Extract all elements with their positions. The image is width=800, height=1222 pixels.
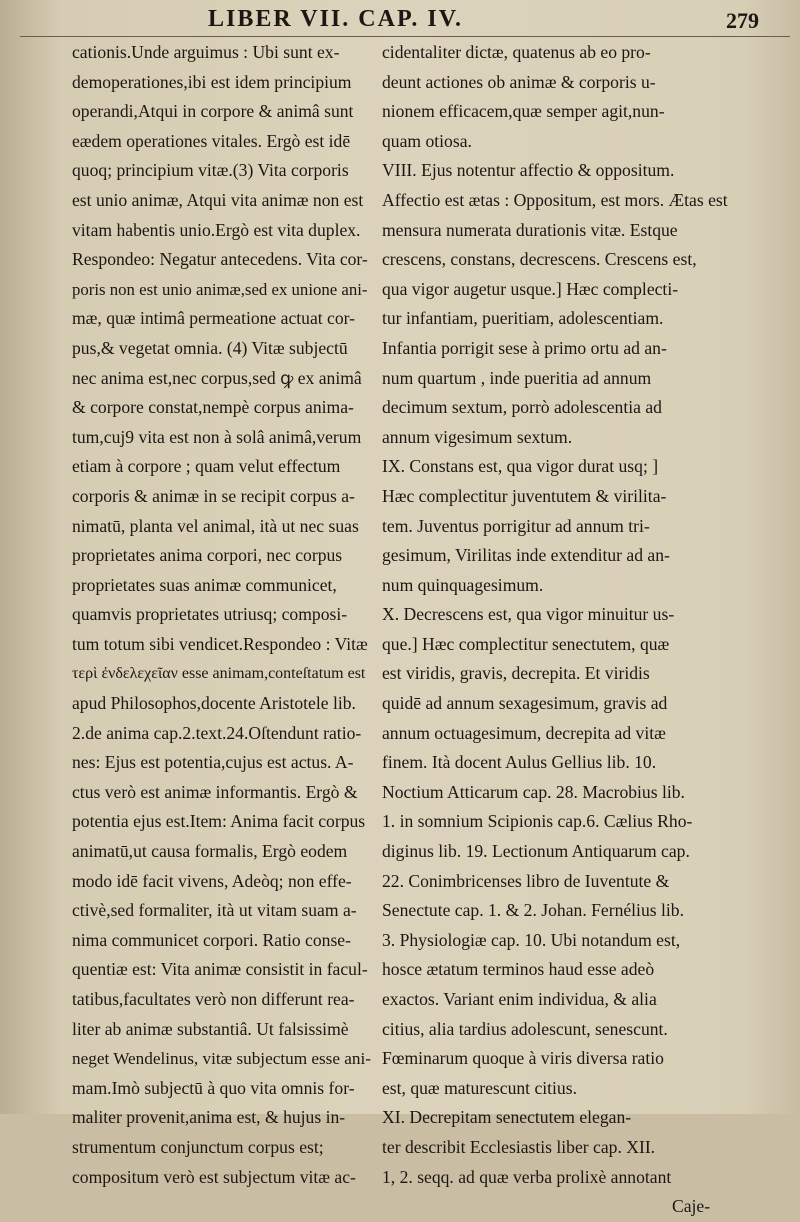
text-line: 1, 2. seqq. ad quæ verba prolixè annotant [382, 1166, 672, 1187]
text-line: mam.Imò subjectū à quo vita omnis for- [72, 1077, 355, 1098]
text-line: tatibus,facultates verò non differunt rea- [72, 989, 355, 1009]
left-column [72, 38, 372, 1192]
text-line: qua vigor augetur usque.] Hæc complecti- [382, 278, 679, 299]
header-rule [20, 36, 790, 37]
text-line: mensura numerata durationis vitæ. Estque [382, 219, 678, 240]
text-line: apud Philosophos,docente Aristotele lib. [72, 693, 356, 714]
text-line: tur infantiam, pueritiam, adolescentiam. [382, 308, 664, 329]
text-line: num quinquagesimum. [382, 574, 544, 595]
text-line: num quartum , inde pueritia ad annum [382, 367, 652, 388]
text-line: modo idē facit vivens, Adeòq; non effe- [72, 870, 352, 891]
text-line: VIII. Ejus notentur affectio & oppositum. [382, 160, 675, 181]
text-line: 22. Conimbricenses libro de Iuventute & [382, 870, 670, 891]
text-line: neget Wendelinus, vitæ subjectum esse ani- [72, 1049, 372, 1069]
text-line: tum,cuj9 vita est non à solâ animâ,verum [72, 426, 362, 447]
text-line: est viridis, gravis, decrepita. Et viridis [382, 663, 650, 684]
text-line: quam otiosa. [382, 130, 472, 151]
text-line: finem. Ità docent Aulus Gellius lib. 10. [382, 752, 657, 773]
text-line: nec anima est,nec corpus,sed ꝙ ex animâ [72, 367, 362, 388]
text-line: corporis & animæ in se recipit corpus a- [72, 485, 355, 506]
text-line: tem. Juventus porrigitur ad annum tri- [382, 515, 650, 536]
text-line: mæ, quæ intimâ permeatione actuat cor- [72, 308, 356, 329]
text-line: ctivè,sed formaliter, ità ut vitam suam a- [72, 900, 357, 921]
catchword: Caje- [672, 1196, 711, 1217]
text-line: operandi,Atqui in corpore & animâ sunt [72, 101, 354, 122]
text-line: annum vigesimum sextum. [382, 426, 573, 447]
text-line: demoperationes,ibi est idem principium [72, 71, 352, 92]
text-line: gesimum, Virilitas inde extenditur ad an- [382, 545, 670, 566]
text-line: XI. Decrepitam senectutem elegan- [382, 1107, 632, 1128]
text-line: ctus verò est animæ informantis. Ergò & [72, 781, 358, 802]
text-line: diginus lib. 19. Lectionum Antiquarum cap. [382, 841, 690, 862]
text-line: & corpore constat,nempè corpus anima- [72, 397, 354, 418]
text-line: nes: Ejus est potentia,cujus est actus. A- [72, 752, 354, 773]
text-line: cidentaliter dictæ, quatenus ab eo pro- [382, 42, 651, 62]
text-line: potentia ejus est.Item: Anima facit corpus [72, 811, 366, 832]
text-line: quamvis proprietates utriusq; composi- [72, 604, 348, 625]
text-line: pus,& vegetat omnia. (4) Vitæ subjectū [72, 337, 348, 358]
right-column [382, 38, 778, 1222]
text-line: τερὶ ἐνδελεχεῖαν esse animam,conteſtatum est [72, 665, 366, 683]
text-line: quentiæ est: Vita animæ consistit in facul- [72, 959, 368, 980]
text-line: 3. Physiologiæ cap. 10. Ubi notandum est, [382, 929, 681, 950]
text-line: Hæc complectitur juventutem & virilita- [382, 485, 667, 506]
text-line: ter describit Ecclesiastis liber cap. XII. [382, 1136, 656, 1157]
text-line: Infantia porrigit sese à primo ortu ad an- [382, 337, 667, 358]
text-line: liter ab animæ substantiâ. Ut falsissimè [72, 1018, 349, 1039]
text-line: 1. in somnium Scipionis cap.6. Cælius Rho- [382, 811, 693, 832]
text-line: proprietates suas animæ communicet, [72, 574, 337, 595]
text-line: Fœminarum quoque à viris diversa ratio [382, 1048, 664, 1069]
page-number: 279 [726, 8, 759, 33]
text-line: poris non est unio animæ,sed ex unione ani- [72, 279, 368, 299]
text-line: eædem operationes vitales. Ergò est idē [72, 130, 351, 151]
text-line: quoq; principium vitæ.(3) Vita corporis [72, 160, 349, 181]
text-line: nimatū, planta vel animal, ità ut nec suas [72, 515, 359, 536]
text-line: crescens, constans, decrescens. Crescens est, [382, 249, 697, 270]
text-line: Respondeo: Negatur antecedens. Vita cor- [72, 249, 368, 270]
text-line: Affectio est ætas : Oppositum, est mors. Ætas est [382, 189, 728, 210]
text-line: deunt actiones ob animæ & corporis u- [382, 71, 656, 92]
text-line: 2.de anima cap.2.text.24.Oſtendunt ratio- [72, 722, 362, 743]
text-line: annum octuagesimum, decrepita ad vitæ [382, 722, 666, 743]
text-line: X. Decrescens est, qua vigor minuitur us- [382, 604, 675, 625]
text-line: quidē ad annum sexagesimum, gravis ad [382, 693, 668, 714]
page-header [0, 6, 800, 40]
text-line: cationis.Unde arguimus : Ubi sunt ex- [72, 42, 340, 62]
text-line: Senectute cap. 1. & 2. Johan. Fernélius lib. [382, 900, 684, 921]
text-line: IX. Constans est, qua vigor durat usq; ] [382, 456, 659, 477]
text-line: hosce ætatum terminos haud esse adeò [382, 959, 655, 980]
text-line: strumentum conjunctum corpus est; [72, 1136, 324, 1157]
text-line: que.] Hæc complectitur senectutem, quæ [382, 633, 670, 654]
text-line: est unio animæ, Atqui vita animæ non est [72, 189, 364, 210]
text-line: exactos. Variant enim individua, & alia [382, 989, 657, 1009]
text-line: Noctium Atticarum cap. 28. Macrobius lib. [382, 781, 685, 802]
text-line: est, quæ maturescunt citius. [382, 1077, 577, 1098]
text-line: nionem efficacem,quæ semper agit,nun- [382, 101, 665, 122]
text-line: animatū,ut causa formalis, Ergò eodem [72, 841, 348, 862]
text-line: proprietates anima corpori, nec corpus [72, 545, 343, 566]
text-line: vitam habentis unio.Ergò est vita duplex. [72, 219, 361, 240]
text-line: tum totum sibi vendicet.Respondeo : Vitæ [72, 633, 368, 654]
text-line: etiam à corpore ; quam velut effectum [72, 456, 341, 477]
text-line: compositum verò est subjectum vitæ ac- [72, 1166, 356, 1187]
text-line: decimum sextum, porrò adolescentia ad [382, 397, 662, 418]
text-line: citius, alia tardius adolescunt, senescunt. [382, 1018, 668, 1039]
text-line: nima communicet corpori. Ratio conse- [72, 929, 351, 950]
running-head: LIBER VII. CAP. IV. [208, 6, 463, 32]
text-line: maliter provenit,anima est, & hujus in- [72, 1107, 346, 1128]
